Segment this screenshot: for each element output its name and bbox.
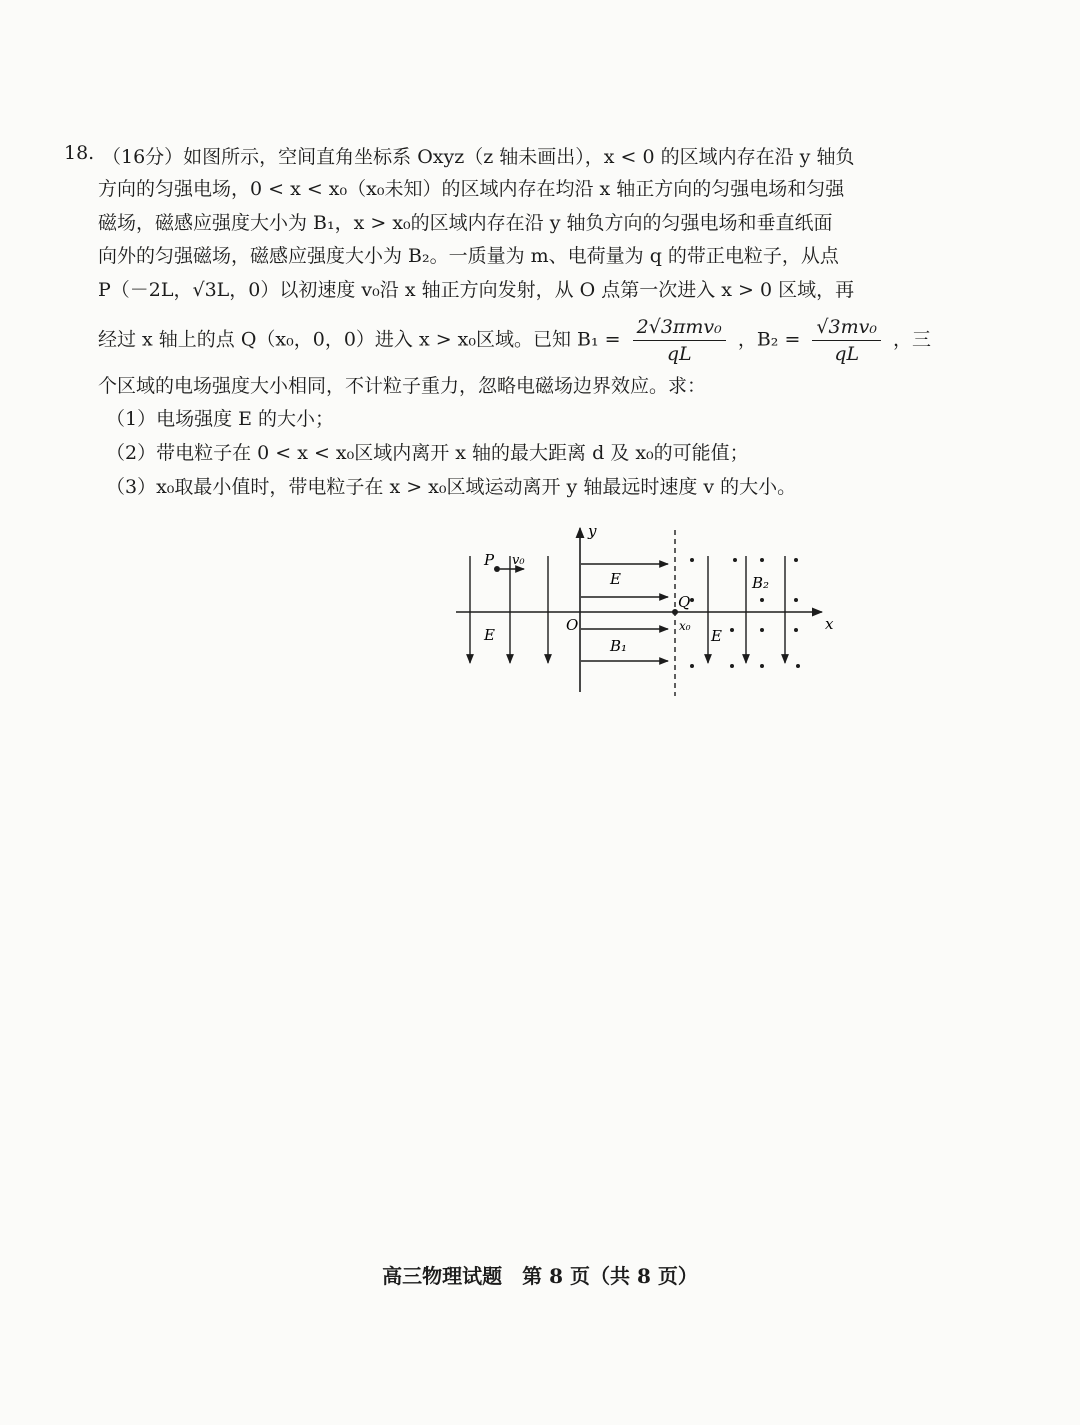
point-p-label: P	[484, 551, 495, 569]
e-right-label: E	[711, 627, 722, 645]
question-line-6	[98, 316, 931, 365]
field-diagram	[440, 520, 840, 710]
b1-label: B₁	[610, 637, 628, 655]
b2-numerator: √3mv₀	[812, 316, 881, 341]
question-number: 18.	[64, 142, 95, 164]
v0-label: v₀	[512, 553, 525, 568]
x-axis-label: x	[825, 615, 834, 633]
question-line-2: 方向的匀强电场，0 < x < x₀（x₀未知）的区域内存在均沿 x 轴正方向的匀强电场和匀强	[98, 178, 845, 200]
x0-label: x₀	[679, 619, 691, 633]
subquestion-2: （2）带电粒子在 0 < x < x₀区域内离开 x 轴的最大距离 d 及 x₀的可能值；	[106, 442, 749, 464]
point-q-label: Q	[678, 593, 691, 611]
b2-denominator: qL	[834, 343, 860, 365]
point-p-dot	[494, 566, 500, 572]
y-axis-label: y	[588, 522, 597, 540]
b1-numerator: 2√3πmv₀	[633, 316, 726, 341]
line6-mid: ，B₂ =	[737, 328, 801, 351]
e-mid-label: E	[610, 570, 621, 588]
origin-label: O	[566, 616, 579, 634]
b2-fraction	[812, 316, 881, 365]
question-line-1: （16分）如图所示，空间直角坐标系 Oxyz（z 轴未画出），x < 0 的区域内存在沿 y 轴负	[102, 146, 855, 168]
subquestion-1: （1）电场强度 E 的大小；	[106, 408, 335, 430]
b1-fraction	[633, 316, 726, 365]
e-left-label: E	[484, 626, 495, 644]
b2-field-dots	[690, 558, 800, 668]
question-line-5: P（－2L，√3L，0）以初速度 v₀沿 x 轴正方向发射，从 O 点第一次进入 x > 0 区域，再	[98, 279, 855, 301]
line6-prefix: 经过 x 轴上的点 Q（x₀，0，0）进入 x > x₀区域。已知 B₁ =	[98, 328, 621, 351]
b1-denominator: qL	[666, 343, 692, 365]
question-line-4: 向外的匀强磁场，磁感应强度大小为 B₂。一质量为 m、电荷量为 q 的带正电粒子，从点	[98, 245, 839, 267]
question-line-7: 个区域的电场强度大小相同，不计粒子重力，忽略电磁场边界效应。求：	[98, 375, 707, 397]
page-footer: 高三物理试题 第 8 页（共 8 页）	[382, 1264, 698, 1288]
b2-label: B₂	[752, 574, 770, 592]
subquestion-3: （3）x₀取最小值时，带电粒子在 x > x₀区域运动离开 y 轴最远时速度 v 的大小。	[106, 476, 797, 498]
line6-suffix: ，三	[893, 328, 932, 351]
question-line-3: 磁场，磁感应强度大小为 B₁，x > x₀的区域内存在沿 y 轴负方向的匀强电场和垂直纸面	[98, 212, 833, 234]
